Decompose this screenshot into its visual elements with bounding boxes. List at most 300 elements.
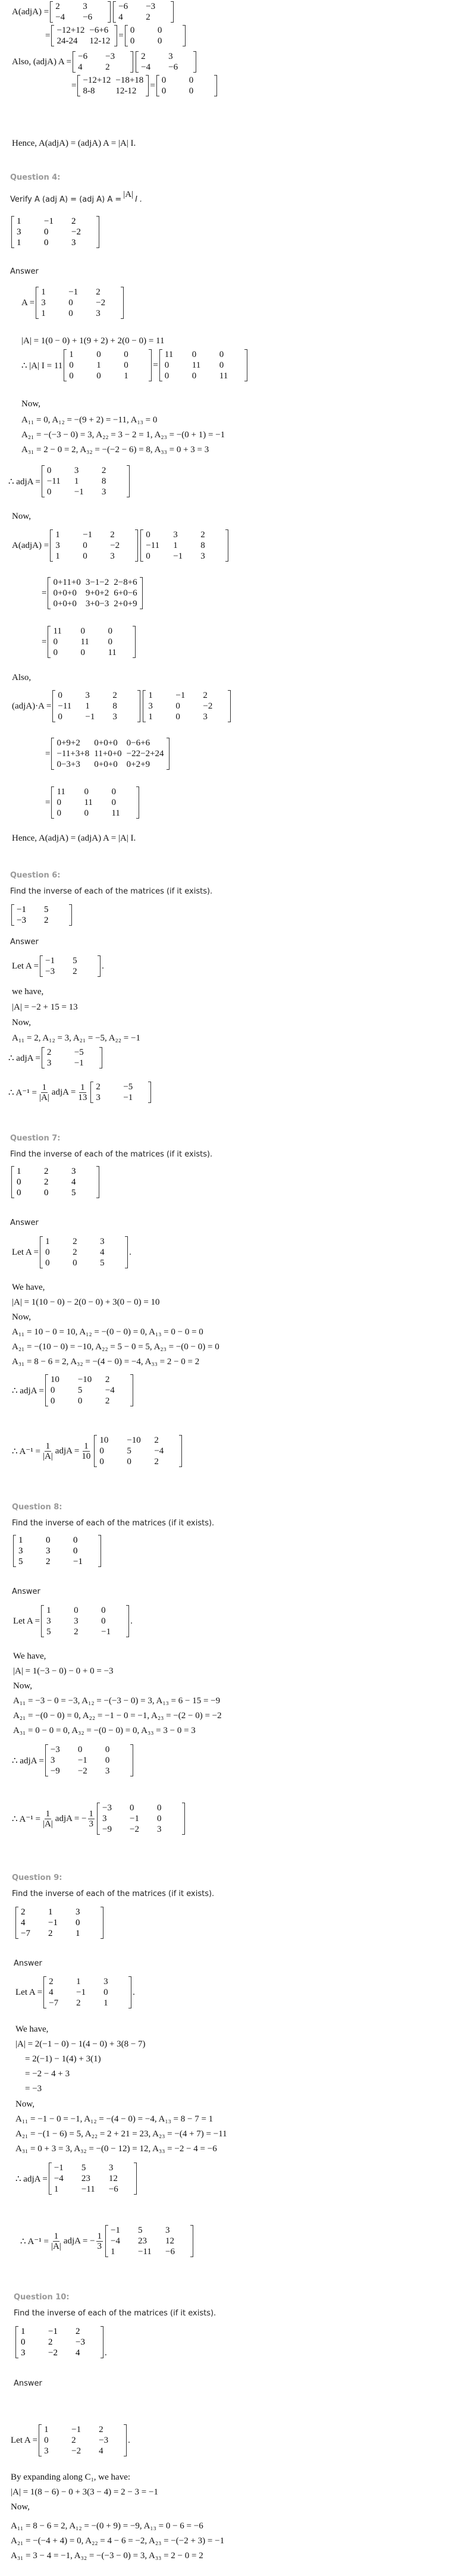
matrix-cell: 0 — [189, 86, 194, 96]
q3-also-line — [12, 51, 197, 73]
fraction — [38, 1083, 51, 1102]
matrix-cell: −7 — [21, 1929, 30, 1938]
matrix-cell: −1 — [85, 712, 95, 722]
matrix-row — [51, 588, 139, 598]
q7-now: Now, — [12, 1312, 31, 1322]
matrix-body — [93, 1082, 148, 1103]
matrix-cell: −18+18 — [115, 76, 144, 85]
q4-cofactors-row3: A₃₁ = 2 − 0 = 2, A₃₂ = −(−2 − 6) = 8, A₃₃ = 0 + 3 = 3 — [21, 445, 209, 455]
matrix-body — [54, 25, 114, 46]
matrix-cell: 0 — [157, 1814, 162, 1823]
matrix-cell: 0 — [130, 26, 135, 35]
matrix-row — [54, 786, 136, 797]
matrix — [45, 1744, 133, 1776]
matrix-cell: 3 — [74, 1616, 79, 1626]
prompt-text: Verify A (adj A) = (adj A) A = — [10, 195, 122, 204]
matrix-body — [97, 1435, 179, 1467]
matrix-row — [14, 1177, 96, 1187]
equation-lhs: ∴ adjA = — [8, 477, 40, 487]
matrix-row — [100, 1813, 182, 1824]
question-6-heading: Question 6: — [10, 871, 61, 880]
matrix-cell: 3 — [44, 2446, 49, 2456]
matrix-cell: 4 — [99, 2446, 103, 2456]
matrix-cell: 2 — [71, 2436, 76, 2445]
matrix-cell: 0−6+6 — [126, 738, 150, 748]
matrix-row — [53, 1, 108, 12]
matrix-cell: 1 — [76, 1929, 80, 1938]
matrix-cell: −1 — [73, 1557, 83, 1566]
matrix-cell: 2 — [74, 1627, 79, 1637]
matrix-cell: 3+0−3 — [85, 599, 109, 609]
matrix-cell: −11 — [81, 2185, 95, 2194]
matrix-cell: −1 — [48, 2327, 58, 2336]
q9-now: Now, — [15, 2099, 34, 2109]
equation-mid: adjA = − — [63, 2236, 95, 2246]
matrix-body — [80, 75, 146, 96]
matrix-row — [76, 62, 130, 73]
denominator: 10 — [81, 1451, 91, 1461]
matrix-cell: 2 — [105, 62, 110, 72]
matrix-row — [51, 598, 139, 609]
matrix-cell: 0 — [68, 309, 73, 318]
matrix-cell: 0 — [53, 648, 58, 657]
period: . — [128, 2435, 130, 2445]
right-bracket — [135, 529, 138, 562]
matrix — [64, 349, 152, 381]
matrix-cell: 0 — [46, 487, 52, 497]
matrix-cell: 2 — [154, 1436, 159, 1445]
matrix-row — [39, 297, 121, 308]
matrix-cell: 0 — [77, 1745, 83, 1754]
matrix-row — [48, 1385, 130, 1396]
matrix-row — [18, 1928, 101, 1939]
matrix-cell: 0 — [108, 626, 112, 636]
matrix-body — [67, 349, 149, 381]
matrix — [50, 1, 111, 23]
matrix-cell: 5 — [73, 956, 77, 966]
matrix-cell: −6 — [168, 62, 178, 72]
matrix-row — [100, 1803, 182, 1813]
matrix-row — [18, 2337, 101, 2348]
matrix-row — [53, 551, 135, 562]
matrix-cell: 2 — [101, 466, 106, 475]
right-bracket — [69, 904, 72, 926]
matrix-cell: 0 — [146, 530, 150, 540]
matrix-cell: 4 — [49, 1988, 54, 1997]
matrix-cell: 3 — [112, 712, 117, 722]
right-bracket — [183, 25, 186, 46]
matrix-cell: 0 — [124, 361, 128, 370]
denominator: 3 — [89, 1819, 94, 1829]
matrix-row — [53, 540, 135, 551]
matrix-row — [139, 62, 193, 73]
matrix-cell: 0 — [96, 350, 101, 359]
matrix-cell: −1 — [77, 1756, 87, 1765]
matrix-cell: 1 — [44, 2425, 49, 2434]
matrix-cell: 2 — [154, 1457, 159, 1466]
matrix-cell: 3 — [108, 2163, 114, 2173]
matrix-cell: 0 — [219, 361, 224, 370]
q8-answer-label: Answer — [12, 1587, 40, 1596]
question-8-heading: Question 8: — [12, 1503, 62, 1512]
equation-lhs: (adjA)·A = — [12, 701, 52, 711]
matrix-cell: −7 — [49, 1998, 59, 2008]
matrix-cell: 11 — [56, 787, 65, 797]
matrix-cell: 0 — [46, 1535, 51, 1545]
matrix-cell: 11+0+0 — [94, 749, 122, 759]
right-bracket — [171, 1, 174, 23]
matrix-cell: 0 — [17, 1188, 21, 1198]
matrix-cell: −2 — [110, 541, 120, 550]
numerator: 1 — [45, 1809, 51, 1819]
matrix-cell: 0 — [68, 298, 73, 308]
matrix-cell: 3 — [46, 1058, 52, 1068]
matrix-cell: 0 — [101, 1606, 106, 1615]
q8-prompt: Find the inverse of each of the matrices (if it exists). — [12, 1519, 215, 1528]
matrix-cell: 0 — [130, 1803, 134, 1813]
q9-det-step4: = −3 — [25, 2084, 42, 2094]
right-bracket — [121, 287, 124, 319]
matrix-cell: 0+0+0 — [53, 588, 77, 598]
question-9-heading: Question 9: — [12, 1873, 62, 1882]
matrix-cell: 3 — [203, 712, 208, 722]
equation-lhs: ∴ adjA = — [15, 2174, 48, 2184]
matrix — [15, 2326, 103, 2358]
matrix-cell: 1 — [17, 217, 21, 226]
matrix-cell: 0+2+9 — [126, 760, 150, 769]
q10-given-matrix — [14, 2326, 107, 2358]
matrix-cell: 1 — [55, 530, 60, 540]
matrix-cell: 0 — [44, 227, 49, 237]
matrix-cell: 0 — [77, 1396, 83, 1406]
matrix-row — [97, 1446, 179, 1456]
matrix-cell: 0+0+0 — [94, 760, 118, 769]
matrix-body — [54, 786, 136, 819]
q3-hence: Hence, A(adjA) = (adjA) A = |A| I. — [12, 139, 136, 148]
q8-given-matrix — [12, 1535, 102, 1567]
matrix-cell: 4 — [78, 62, 83, 72]
numerator: 1 — [97, 2231, 102, 2241]
matrix-row — [45, 465, 127, 476]
matrix-body — [139, 51, 193, 73]
q7-cofactors-row3: A₃₁ = 8 − 6 = 2, A₃₂ = −(4 − 0) = −4, A₃₃ = 2 − 0 = 2 — [12, 1357, 200, 1367]
matrix-cell: 11 — [111, 808, 120, 818]
matrix-body — [55, 690, 137, 722]
q4-det-identity — [21, 349, 249, 381]
matrix-row — [14, 237, 96, 248]
matrix-cell: 1 — [21, 2327, 26, 2336]
matrix-cell: 0 — [73, 1546, 78, 1556]
matrix-body — [43, 955, 98, 977]
matrix-cell: 0 — [192, 371, 197, 381]
matrix-row — [54, 25, 114, 36]
matrix-cell: −1 — [74, 487, 84, 497]
matrix-body — [146, 690, 228, 722]
matrix-row — [159, 86, 214, 96]
matrix-cell: 3 — [83, 2, 87, 11]
matrix-cell: 0 — [146, 551, 150, 561]
matrix-row — [108, 2225, 190, 2236]
matrix-cell: −1 — [111, 2226, 120, 2235]
matrix-cell: 11 — [219, 371, 228, 381]
matrix-cell: 2 — [48, 2337, 53, 2347]
numerator: 1 — [45, 1441, 51, 1451]
matrix-row — [53, 529, 135, 540]
matrix-cell: 8 — [200, 541, 205, 550]
matrix-body — [54, 738, 166, 770]
matrix-row — [39, 287, 121, 297]
equals-sign: = — [42, 588, 47, 598]
matrix-cell: 0 — [46, 466, 52, 475]
matrix-cell: −1 — [48, 1918, 58, 1928]
matrix-cell: 1 — [54, 2185, 59, 2194]
q7-cofactors-row2: A₂₁ = −(10 − 0) = −10, A₂₂ = 5 − 0 = 5, A₂₃ = −(0 − 0) = 0 — [12, 1342, 219, 1352]
matrix-row — [42, 2424, 124, 2435]
matrix-cell: 0 — [111, 798, 116, 807]
question-7-heading: Question 7: — [10, 1134, 61, 1143]
matrix-cell: 0+0+0 — [53, 599, 77, 609]
right-bracket — [130, 1744, 133, 1776]
equation-lhs: A(adjA) = — [12, 540, 49, 550]
matrix-row — [14, 1166, 96, 1177]
matrix-row — [45, 487, 127, 497]
equation-lhs: ∴ A⁻¹ = — [12, 1446, 40, 1456]
right-bracket — [167, 738, 170, 770]
matrix-cell: 1 — [74, 477, 79, 486]
equation-lhs: ∴ adjA = — [12, 1756, 44, 1766]
matrix — [50, 529, 138, 562]
matrix-cell: −12+12 — [56, 26, 85, 35]
matrix-row — [18, 1917, 101, 1928]
equals-sign: = — [45, 30, 51, 40]
fraction — [50, 2232, 62, 2251]
q4-a-adja-expanded — [42, 577, 144, 609]
matrix-body — [53, 529, 135, 562]
matrix-body — [143, 529, 225, 562]
period: . — [105, 2348, 107, 2358]
matrix-cell: −10 — [77, 1375, 92, 1384]
matrix-cell: 2 — [46, 1557, 51, 1566]
right-bracket — [133, 626, 136, 658]
matrix — [140, 529, 228, 562]
matrix-row — [100, 1824, 182, 1835]
matrix-cell: 0 — [44, 2436, 49, 2445]
q8-cofactors-row2: A₂₁ = −(0 − 0) = 0, A₂₂ = −1 − 0 = −1, A₂₃ = −(2 − 0) = −2 — [13, 1711, 222, 1721]
q9-let-a — [15, 1976, 135, 2008]
matrix-row — [128, 36, 183, 46]
matrix — [36, 287, 124, 319]
matrix-cell: −6+6 — [89, 26, 109, 35]
matrix — [113, 1, 174, 23]
matrix-cell: 0 — [157, 1803, 162, 1813]
matrix-body — [159, 75, 214, 96]
matrix-cell: −1 — [175, 691, 186, 700]
matrix-cell: 8 — [112, 701, 117, 711]
matrix-cell: 3 — [101, 487, 106, 497]
denominator: |A| — [51, 2241, 61, 2251]
matrix-row — [159, 75, 214, 86]
matrix — [48, 577, 142, 609]
matrix-body — [53, 1, 108, 23]
matrix-row — [48, 1755, 130, 1766]
denominator: 3 — [97, 2241, 102, 2251]
matrix-row — [93, 1082, 148, 1092]
matrix-row — [162, 371, 244, 381]
matrix-cell: 3 — [102, 1814, 107, 1823]
matrix-row — [93, 1092, 148, 1103]
matrix-cell: 3 — [96, 1093, 101, 1102]
matrix-body — [45, 1047, 99, 1068]
matrix-row — [18, 1907, 101, 1917]
right-bracket — [96, 1166, 99, 1198]
equals-sign: = — [118, 30, 124, 40]
matrix-cell: 1 — [46, 1606, 51, 1615]
matrix-row — [14, 915, 69, 926]
matrix-cell: 1 — [96, 361, 101, 370]
matrix-body — [51, 577, 139, 609]
matrix-cell: 0 — [83, 551, 87, 561]
q6-we-have: we have, — [12, 987, 44, 996]
matrix-row — [44, 1605, 126, 1616]
matrix-cell: 1 — [45, 1237, 50, 1246]
matrix-cell: 10 — [99, 1436, 109, 1445]
matrix-row — [14, 1187, 96, 1198]
matrix-cell: 12-12 — [115, 86, 137, 96]
matrix-cell: 0 — [80, 626, 85, 636]
q9-prompt: Find the inverse of each of the matrices (if it exists). — [12, 1889, 215, 1898]
matrix — [11, 216, 99, 248]
matrix-cell: 4 — [21, 1918, 26, 1928]
matrix-row — [16, 1535, 98, 1546]
matrix-cell: 2 — [105, 1396, 110, 1406]
q7-we-have: We have, — [12, 1283, 45, 1292]
matrix-cell: 3 — [41, 298, 46, 308]
matrix-cell: 0 — [44, 238, 49, 247]
matrix-cell: −6 — [83, 12, 93, 22]
matrix-cell: 0 — [192, 350, 197, 359]
matrix-cell: 2 — [141, 52, 146, 61]
matrix — [48, 626, 136, 658]
matrix-cell: −2 — [71, 227, 81, 237]
matrix-cell: 0 — [175, 701, 180, 711]
matrix-row — [139, 51, 193, 62]
matrix-cell: 0+9+2 — [56, 738, 80, 748]
right-bracket — [136, 786, 139, 819]
q10-prompt: Find the inverse of each of the matrices (if it exists). — [14, 2309, 216, 2318]
period: . — [129, 1247, 131, 1257]
matrix-row — [46, 1998, 128, 2008]
matrix-cell: 2 — [49, 1977, 54, 1986]
matrix — [40, 1236, 128, 1268]
right-bracket — [140, 577, 143, 609]
equation-lhs: ∴ |A| I = 11 — [21, 361, 63, 371]
matrix-cell: 3 — [110, 551, 115, 561]
q4-cofactors-row2: A₂₁ = −(−3 − 0) = 3, A₂₂ = 3 − 2 = 1, A₂₃ = −(0 + 1) = −1 — [21, 430, 225, 440]
right-bracket — [124, 2424, 127, 2456]
matrix-cell: 0 — [164, 361, 170, 370]
equation-lhs: A = — [21, 297, 35, 308]
matrix-cell: −1 — [74, 1058, 84, 1068]
fraction — [42, 1441, 54, 1461]
matrix-cell: 5 — [46, 1627, 51, 1637]
fraction — [42, 1809, 54, 1829]
matrix — [143, 690, 231, 722]
equals-sign: = — [150, 80, 155, 90]
matrix-cell: 1 — [111, 2247, 115, 2257]
matrix-cell: 1 — [173, 541, 178, 550]
matrix-row — [54, 797, 136, 808]
q6-det: |A| = −2 + 15 = 13 — [12, 1002, 78, 1012]
matrix-body — [76, 51, 130, 73]
q6-answer-label: Answer — [10, 938, 39, 947]
equation-lhs: ∴ A⁻¹ = — [8, 1088, 37, 1098]
matrix-cell: −4 — [55, 12, 65, 22]
matrix-cell: 11 — [164, 350, 174, 359]
matrix-row — [55, 712, 137, 722]
right-bracket — [125, 1236, 128, 1268]
matrix-cell: 2+0+9 — [114, 599, 137, 609]
matrix-cell: −2 — [77, 1766, 87, 1776]
matrix-row — [14, 904, 69, 915]
right-bracket — [101, 2326, 103, 2358]
denominator: |A| — [39, 1092, 49, 1102]
matrix-cell: 3 — [74, 466, 79, 475]
matrix-cell: −1 — [17, 905, 26, 914]
matrix-cell: −1 — [130, 1814, 139, 1823]
matrix-body — [14, 904, 69, 926]
matrix-cell: 2−8+6 — [114, 578, 137, 587]
equation-mid: adjA = − — [55, 1813, 87, 1823]
matrix-cell: 0 — [157, 26, 162, 35]
q8-cofactors-row1: A₁₁ = −3 − 0 = −3, A₁₂ = −(−3 − 0) = 3, A₁₃ = 6 − 15 = −9 — [13, 1696, 221, 1706]
matrix-row — [18, 2326, 101, 2337]
right-bracket — [130, 1374, 133, 1406]
q7-cofactors-row1: A₁₁ = 10 − 0 = 10, A₁₂ = −(0 − 0) = 0, A₁₃ = 0 − 0 = 0 — [12, 1327, 203, 1337]
matrix-row — [51, 577, 139, 588]
matrix-cell: 3 — [200, 551, 205, 561]
matrix-body — [46, 1976, 128, 2008]
matrix-cell: −2 — [96, 298, 106, 308]
matrix-cell: 3 — [157, 1825, 162, 1834]
matrix-cell: 0 — [175, 712, 180, 722]
matrix-row — [67, 349, 149, 360]
q10-cofactors-row1: A₁₁ = 8 − 6 = 2, A₁₂ = −(0 + 9) = −9, A₁₃ = 0 − 6 = −6 — [11, 2521, 203, 2531]
matrix-cell: −5 — [123, 1082, 133, 1092]
right-bracket — [128, 1976, 131, 2008]
matrix-cell: 2 — [200, 530, 205, 540]
matrix-cell: 3 — [173, 530, 178, 540]
equation-lhs: ∴ A⁻¹ = — [12, 1814, 40, 1824]
matrix — [51, 738, 169, 770]
matrix-cell: 5 — [81, 2163, 86, 2173]
matrix-cell: 1 — [148, 712, 153, 722]
matrix — [42, 465, 130, 497]
q4-adja-a-expanded — [45, 738, 171, 770]
matrix-body — [18, 2326, 101, 2358]
matrix-cell: −3 — [102, 1803, 112, 1813]
right-bracket — [96, 216, 99, 248]
matrix-cell: 4 — [118, 12, 123, 22]
right-bracket — [137, 690, 140, 722]
matrix-cell: 2 — [110, 530, 115, 540]
matrix-cell: −3 — [105, 52, 115, 61]
q4-also: Also, — [12, 673, 32, 682]
matrix-cell: −11 — [58, 701, 72, 711]
matrix-cell: 2 — [76, 2327, 80, 2336]
q8-we-have: We have, — [13, 1651, 46, 1661]
matrix-cell: 0 — [45, 1258, 50, 1268]
matrix-cell: 24-24 — [56, 36, 78, 46]
